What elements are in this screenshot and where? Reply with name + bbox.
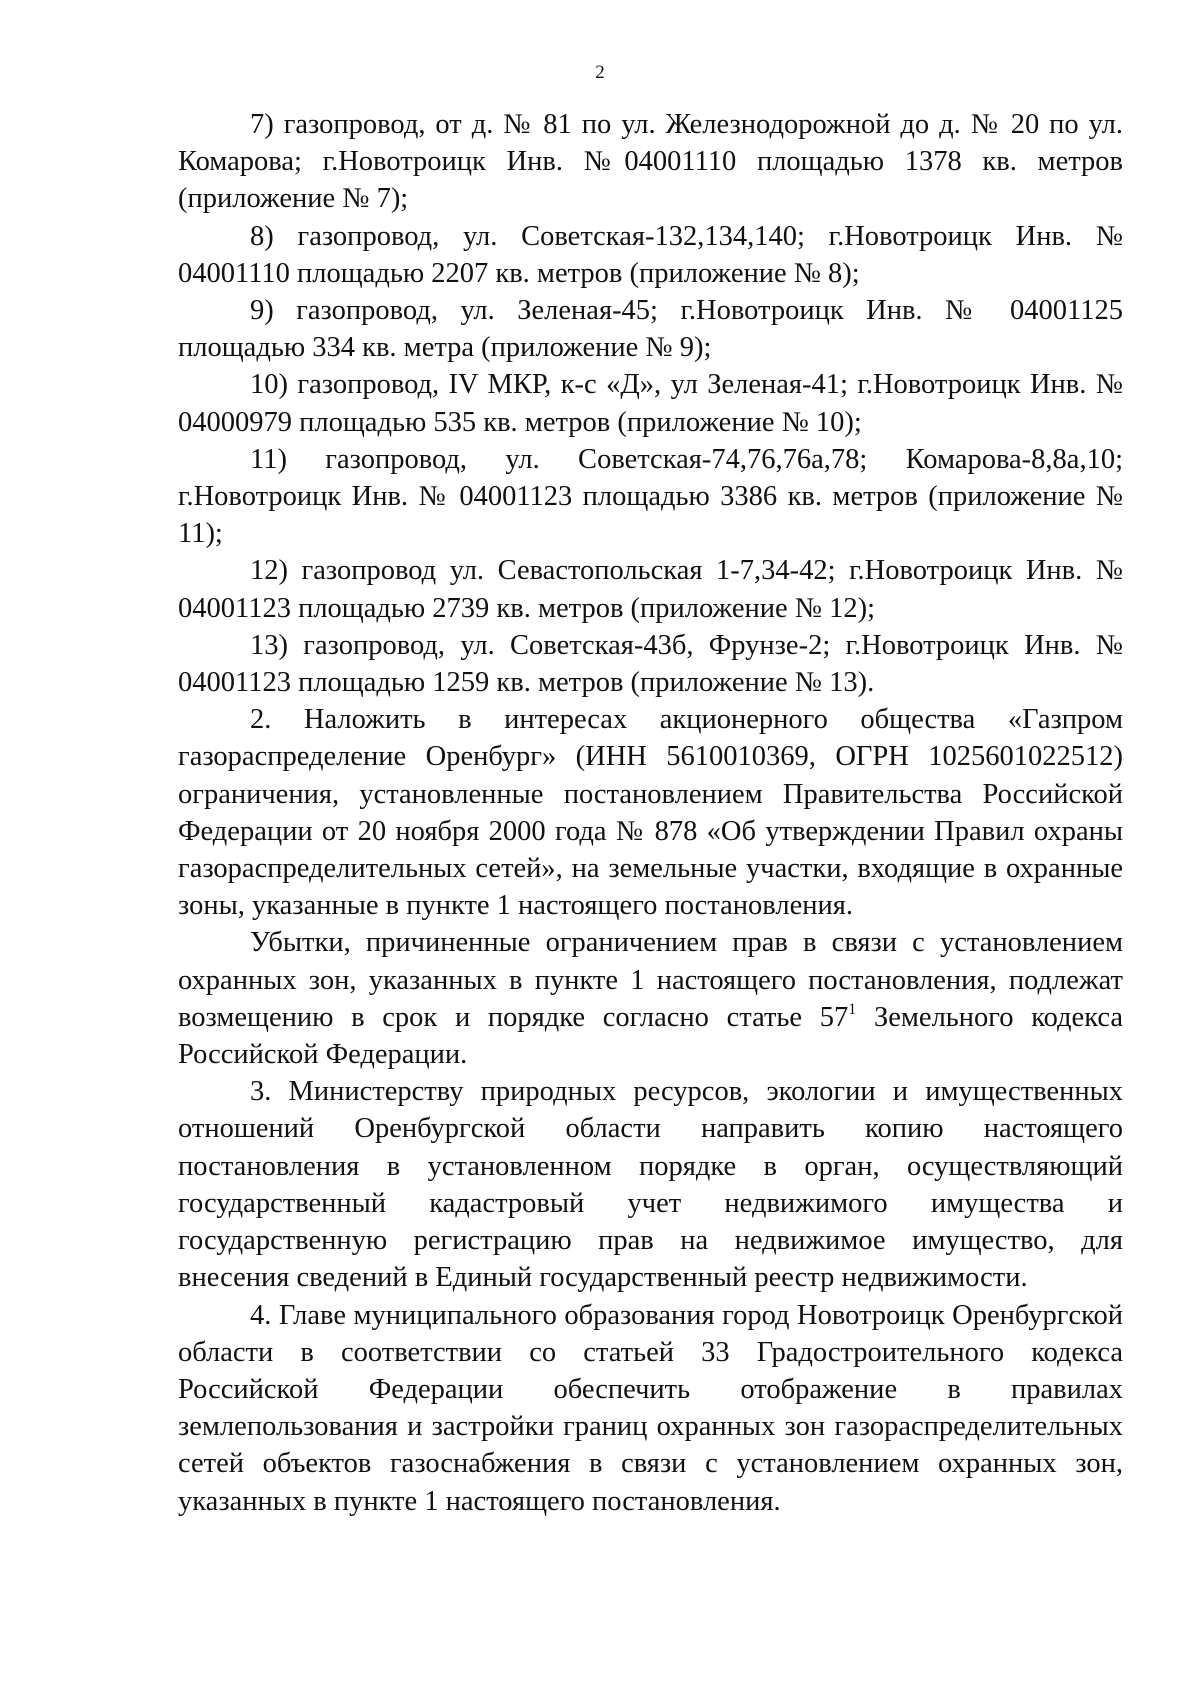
article-superscript: 1 (848, 1000, 857, 1018)
section-2-paragraph: 2. Наложить в интересах акционерного общества «Газпром газораспределение Оренбург» (ИНН 5610010369, ОГРН 1025601022512) ограничения, установленные постановлением Правительства Российской Федерации от 20 ноября 2000 года № 878 «Об утверждении Правил охраны газораспределительных сетей», на земельные участки, входящие в охранные зоны, указанные в пункте 1 настоящего постановления. (178, 704, 1123, 922)
list-item-11: 11) газопровод, ул. Советская-74,76,76а,78; Комарова-8,8а,10; г.Новотроицк Инв. № 04001123 площадью 3386 кв. метров (приложение № 11); (178, 443, 1123, 550)
list-item-7: 7) газопровод, от д. № 81 по ул. Железнодорожной до д. № 20 по ул. Комарова; г.Новотроицк Инв. №04001110 площадью 1378 кв. метров (приложение № 7); (178, 109, 1123, 215)
section-4-paragraph: 4. Главе муниципального образования город Новотроицк Оренбургской области в соответствии со статьей 33 Градостроительного кодекса Российской Федерации обеспечить отображение в правилах землепользования и застройки границ охранных зон газораспределительных сетей объектов газоснабжения в связи с установлением охранных зон, указанных в пункте 1 настоящего постановления. (178, 1299, 1123, 1517)
losses-paragraph (178, 924, 1123, 1073)
losses-text: Убытки, причиненные ограничением прав в связи с установлением охранных зон, указанных в пункте 1 настоящего постановления, подлежат возмещению в срок и порядке согласно статье 57 (178, 927, 1123, 1033)
section-3-paragraph: 3. Министерству природных ресурсов, экологии и имущественных отношений Оренбургской области направить копию настоящего постановления в установленном порядке в орган, осуществляющий государственный кадастровый учет недвижимого имущества и государственную регистрацию прав на недвижимое имущество, для внесения сведений в Единый государственный реестр недвижимости. (178, 1076, 1123, 1294)
page-number: 2 (595, 62, 605, 83)
losses-text-end: Земельного кодекса Российской Федерации. (178, 1001, 1123, 1071)
list-item-9: 9) газопровод, ул. Зеленая-45; г.Новотроицк Инв. № 04001125 площадью 334 кв. метра (приложение № 9); (178, 295, 1123, 364)
list-item-8: 8) газопровод, ул. Советская-132,134,140; г.Новотроицк Инв. № 04001110 площадью 2207 кв. метров (приложение № 8); (178, 220, 1123, 289)
list-item-10: 10) газопровод, IV МКР, к-с «Д», ул Зеленая-41; г.Новотроицк Инв. № 04000979 площадью 535 кв. метров (приложение № 10); (178, 369, 1123, 438)
list-item-13: 13) газопровод, ул. Советская-43б, Фрунзе-2; г.Новотроицк Инв. № 04001123 площадью 1259 кв. метров (приложение № 13). (178, 629, 1123, 699)
document-body (178, 106, 1123, 1520)
list-item-12: 12) газопровод ул. Севастопольская 1-7,34-42; г.Новотроицк Инв. № 04001123 площадью 2739 кв. метров (приложение № 12); (178, 555, 1123, 624)
